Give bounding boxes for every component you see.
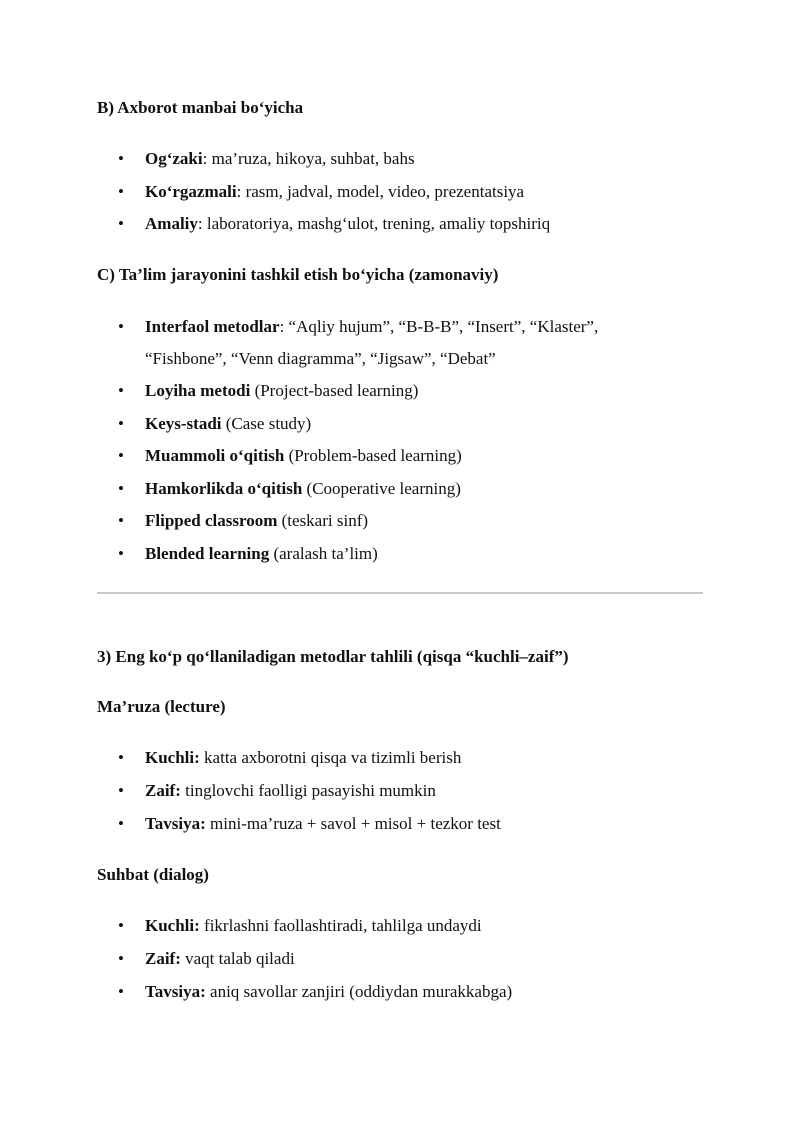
item-text: (aralash ta’lim) xyxy=(273,544,378,563)
bullet: • xyxy=(118,544,124,563)
item-term: Tavsiya: xyxy=(145,814,206,833)
subsection-heading-lecture: Ma’ruza (lecture) xyxy=(97,697,226,716)
item-term: Blended learning xyxy=(145,544,270,563)
item-term: Ko‘rgazmali xyxy=(145,182,237,201)
bullet: • xyxy=(118,446,124,465)
item-text: laboratoriya, mashg‘ulot, trening, amaliy topshiriq xyxy=(206,214,551,233)
bullet: • xyxy=(118,511,124,530)
item-text: aniq savollar zanjiri (oddiydan murakkabga) xyxy=(210,982,513,1001)
item-term: Amaliy xyxy=(145,214,198,233)
horizontal-rule xyxy=(97,592,703,594)
item-term: Loyiha metodi xyxy=(145,381,251,400)
item-term: Zaif: xyxy=(145,781,181,800)
item-text: vaqt talab qiladi xyxy=(185,949,295,968)
section-heading-b: B) Axborot manbai bo‘yicha xyxy=(97,98,304,117)
bullet: • xyxy=(118,814,124,833)
bullet: • xyxy=(118,949,124,968)
item-term: Zaif: xyxy=(145,949,181,968)
item-term: Muammoli o‘qitish xyxy=(145,446,285,465)
section-heading-c: C) Ta’lim jarayonini tashkil etish bo‘yicha (zamonaviy) xyxy=(97,265,499,284)
item-text: mini-ma’ruza + savol + misol + tezkor test xyxy=(210,814,501,833)
item-text: (Problem-based learning) xyxy=(288,446,462,465)
item-text: (Cooperative learning) xyxy=(306,479,461,498)
document-page: B) Axborot manbai bo‘yicha • Og‘zaki: ma’ruza, hikoya, suhbat, bahs • Ko‘rgazmali: rasm, jadval, model, video, prezentatsiya • Amaliy: laboratoriya, mashg‘ulot, trening, amaliy topshiriq C) Ta’lim jarayonini tashkil etish bo‘yicha (zamonaviy) • Interfaol metodlar: “Aqliy hujum”, “B-B-B”, “Insert”, “Klaster”, “Fishbone”, “Venn diagramma”, “Jigsaw”, “Debat” • Loyiha metodi (Project-based learning) • Keys-stadi (Case study) • Muammoli o‘qitish (Problem-based learning) • Hamkorlikda o‘qitish (Cooperative learning) • Flipped classroom (teskari sinf) • Blended learning (aralash ta’lim) 3) Eng ko‘p qo‘llaniladigan metodlar tahlili (qisqa “kuchli–zaif”) Ma’ruza (lecture) • Kuchli: katta axborotni qisqa va tizimli berish • Zaif: tinglovchi faolligi pasayishi mumkin • Tavsiya: mini-ma’ruza + savol + misol + tezkor test Suhbat (dialog) • Kuchli: fikrlashni faollashtiradi, tahlilga undaydi • Zaif: vaqt talab qiladi • Tavsiya: aniq savollar zanjiri (oddiydan murakkabga) xyxy=(0,0,800,1131)
bullet: • xyxy=(118,317,124,336)
bullet: • xyxy=(118,781,124,800)
item-text: “Aqliy hujum”, “B-B-B”, “Insert”, “Klaster”, xyxy=(288,317,599,336)
item-text: katta axborotni qisqa va tizimli berish xyxy=(204,748,462,767)
item-term: Kuchli: xyxy=(145,748,200,767)
section-heading-analysis: 3) Eng ko‘p qo‘llaniladigan metodlar tahlili (qisqa “kuchli–zaif”) xyxy=(97,647,569,666)
item-text: (Case study) xyxy=(225,414,312,433)
item-text: fikrlashni faollashtiradi, tahlilga undaydi xyxy=(204,916,482,935)
item-term: Tavsiya: xyxy=(145,982,206,1001)
item-term: Hamkorlikda o‘qitish xyxy=(145,479,303,498)
bullet: • xyxy=(118,381,124,400)
bullet: • xyxy=(118,182,124,201)
bullet: • xyxy=(118,149,124,168)
item-term: Flipped classroom xyxy=(145,511,278,530)
item-term: Kuchli: xyxy=(145,916,200,935)
bullet: • xyxy=(118,916,124,935)
bullet: • xyxy=(118,982,124,1001)
item-text: rasm, jadval, model, video, prezentatsiya xyxy=(245,182,525,201)
bullet: • xyxy=(118,214,124,233)
bullet: • xyxy=(118,748,124,767)
item-term: Interfaol metodlar xyxy=(145,317,280,336)
item-term: Keys-stadi xyxy=(145,414,222,433)
bullet: • xyxy=(118,414,124,433)
item-text: (Project-based learning) xyxy=(254,381,419,400)
item-text: tinglovchi faolligi pasayishi mumkin xyxy=(185,781,436,800)
subsection-heading-dialog: Suhbat (dialog) xyxy=(97,865,209,884)
item-text: ma’ruza, hikoya, suhbat, bahs xyxy=(211,149,415,168)
bullet: • xyxy=(118,479,124,498)
item-term: Og‘zaki xyxy=(145,149,203,168)
item-text: (teskari sinf) xyxy=(281,511,369,530)
list-item-continuation: “Fishbone”, “Venn diagramma”, “Jigsaw”, “Debat” xyxy=(145,349,496,368)
